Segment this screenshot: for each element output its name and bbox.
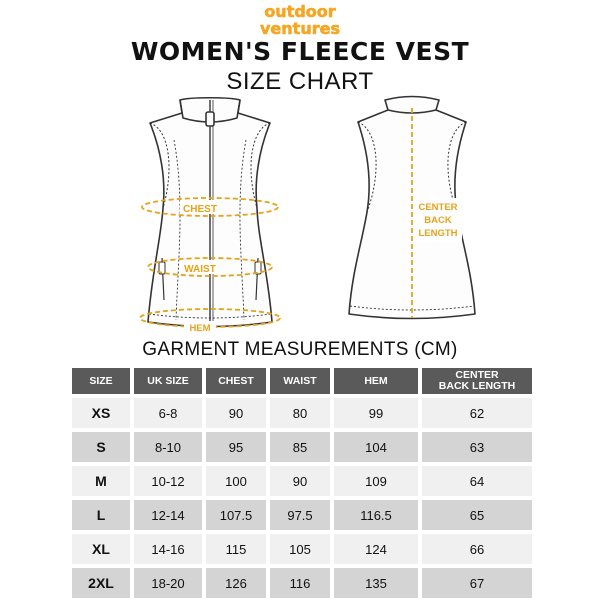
cell-chest: 100 <box>206 466 266 496</box>
cell-hem: 109 <box>334 466 418 496</box>
cell-hem: 104 <box>334 432 418 462</box>
cell-chest: 90 <box>206 398 266 428</box>
table-row <box>72 432 532 462</box>
cell-hem: 116.5 <box>334 500 418 530</box>
cell-size: S <box>72 432 130 462</box>
cell-chest: 126 <box>206 568 266 598</box>
size-table <box>68 364 536 602</box>
cell-uk-size: 14-16 <box>134 534 202 564</box>
cell-uk-size: 10-12 <box>134 466 202 496</box>
brand-logo-mark <box>240 2 360 38</box>
cell-center-back-length: 66 <box>422 534 532 564</box>
cell-chest: 115 <box>206 534 266 564</box>
brand-logo <box>0 2 600 38</box>
cell-center-back-length: 64 <box>422 466 532 496</box>
cell-chest: 95 <box>206 432 266 462</box>
hem-label: HEM <box>189 323 211 334</box>
center-back-label-line1: CENTER <box>418 202 458 213</box>
header-uk-size: UK SIZE <box>134 368 202 394</box>
vest-diagram <box>0 88 600 338</box>
cell-center-back-length: 63 <box>422 432 532 462</box>
brand-line2: ventures <box>260 19 340 38</box>
header-center-back-length: CENTER BACK LENGTH <box>422 368 532 394</box>
cell-waist: 90 <box>270 466 330 496</box>
cell-uk-size: 8-10 <box>134 432 202 462</box>
table-row <box>72 568 532 598</box>
table-row <box>72 534 532 564</box>
cell-size: 2XL <box>72 568 130 598</box>
measurements-heading: GARMENT MEASUREMENTS (CM) <box>142 339 458 360</box>
header-waist: WAIST <box>270 368 330 394</box>
chest-label: CHEST <box>183 204 217 215</box>
cell-uk-size: 6-8 <box>134 398 202 428</box>
cell-size: L <box>72 500 130 530</box>
cell-size: XS <box>72 398 130 428</box>
cell-size: M <box>72 466 130 496</box>
cell-uk-size: 18-20 <box>134 568 202 598</box>
header-chest: CHEST <box>206 368 266 394</box>
cell-chest: 107.5 <box>206 500 266 530</box>
cell-center-back-length: 62 <box>422 398 532 428</box>
page-subtitle: SIZE CHART <box>226 68 374 95</box>
table-row <box>72 466 532 496</box>
cell-size: XL <box>72 534 130 564</box>
cell-hem: 124 <box>334 534 418 564</box>
waist-label: WAIST <box>184 264 216 275</box>
cell-waist: 85 <box>270 432 330 462</box>
center-back-label-line3: LENGTH <box>418 228 458 239</box>
table-row <box>72 500 532 530</box>
cell-waist: 116 <box>270 568 330 598</box>
header-size: SIZE <box>72 368 130 394</box>
header-hem: HEM <box>334 368 418 394</box>
center-back-label-line2: BACK <box>424 215 452 226</box>
cell-waist: 80 <box>270 398 330 428</box>
cell-waist: 105 <box>270 534 330 564</box>
cell-waist: 97.5 <box>270 500 330 530</box>
cell-hem: 135 <box>334 568 418 598</box>
brand-line1: outdoor <box>264 2 336 21</box>
size-table-header <box>72 368 532 394</box>
size-table-body <box>72 398 532 598</box>
cell-hem: 99 <box>334 398 418 428</box>
page-title: WOMEN'S FLEECE VEST <box>130 37 470 66</box>
cell-center-back-length: 67 <box>422 568 532 598</box>
cell-uk-size: 12-14 <box>134 500 202 530</box>
table-row <box>72 398 532 428</box>
cell-center-back-length: 65 <box>422 500 532 530</box>
